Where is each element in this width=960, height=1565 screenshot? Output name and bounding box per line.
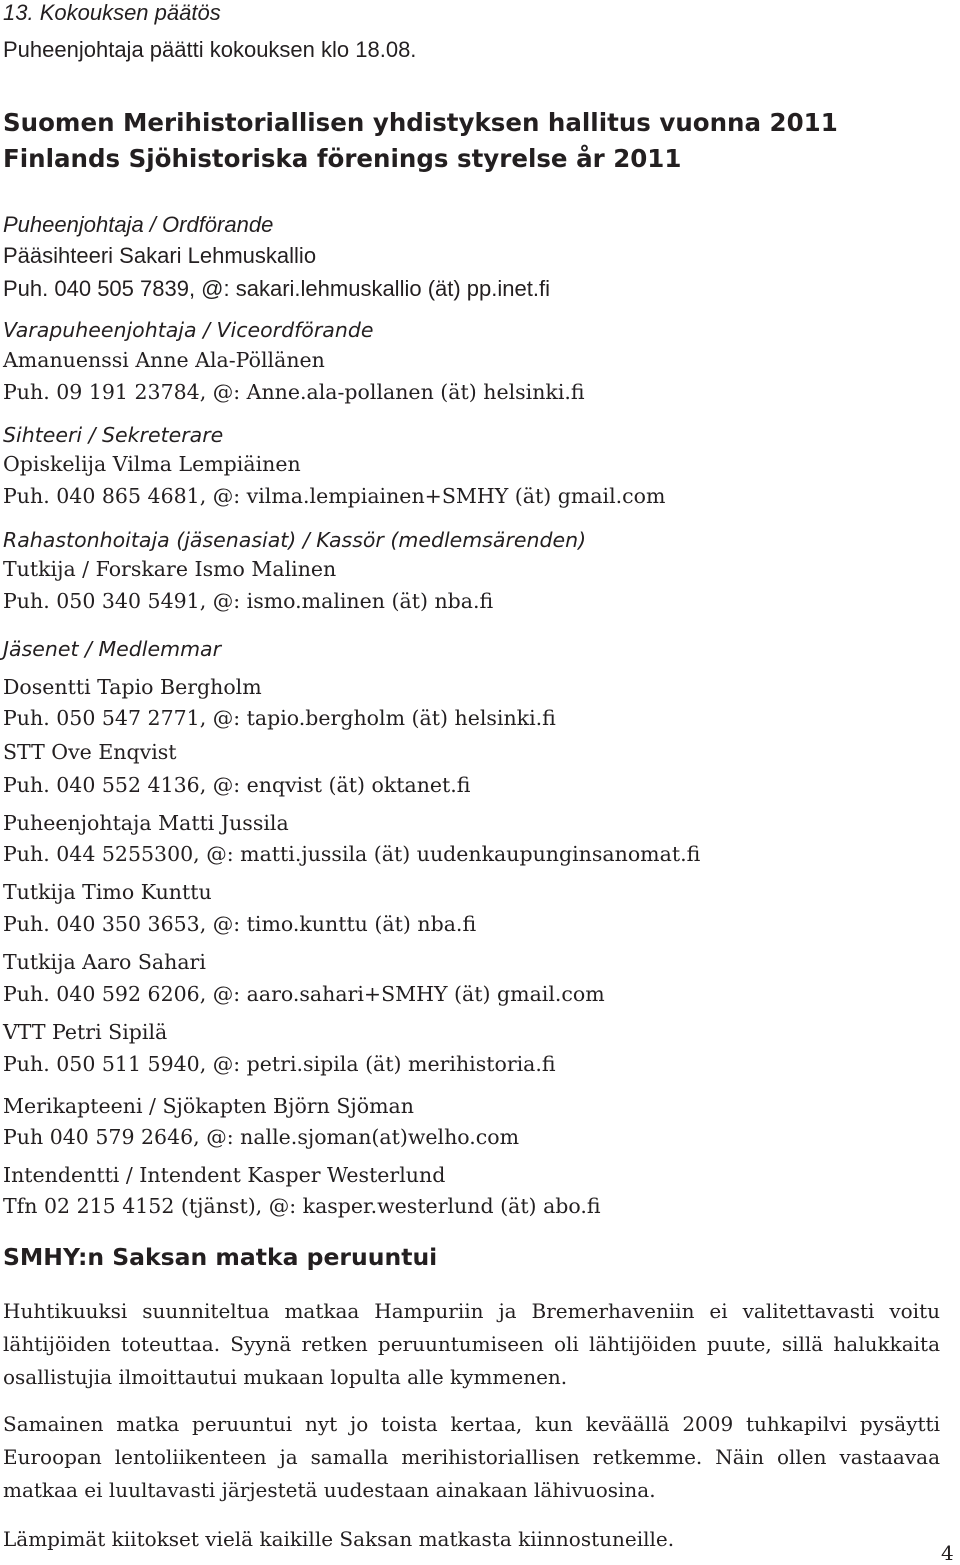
treasurer-contact: Puh. 050 340 5491, @: ismo.malinen (ät) nba.fi [3, 589, 494, 613]
vice-chair-name: Amanuenssi Anne Ala-Pöllänen [3, 348, 325, 372]
article-title: SMHY:n Saksan matka peruuntui [3, 1243, 438, 1271]
member-name: VTT Petri Sipilä [3, 1020, 168, 1044]
article-paragraph: Samainen matka peruuntui nyt jo toista kertaa, kun keväällä 2009 tuhkapilvi pysäytti Euroopan lentoliikenteen ja samalla merihistoriallisen retkemme. Näin ollen vastaavaa matkaa ei luultavasti järjestetä uudestaan ainakaan lähivuosina. [3, 1412, 940, 1502]
secretary-role: Sihteeri / Sekreterare [3, 423, 224, 447]
treasurer-name: Tutkija / Forskare Ismo Malinen [3, 557, 337, 581]
member-name: Dosentti Tapio Bergholm [3, 675, 262, 699]
member-contact: Puh. 044 5255300, @: matti.jussila (ät) uudenkaupunginsanomat.fi [3, 842, 701, 866]
chair-name: Pääsihteeri Sakari Lehmuskallio [3, 243, 317, 268]
member-contact: Puh. 040 350 3653, @: timo.kunttu (ät) nba.fi [3, 912, 477, 936]
member-name: Puheenjohtaja Matti Jussila [3, 811, 289, 835]
members-role: Jäsenet / Medlemmar [3, 637, 222, 661]
secretary-name: Opiskelija Vilma Lempiäinen [3, 452, 301, 476]
section-13-text: Puheenjohtaja päätti kokouksen klo 18.08. [3, 37, 417, 62]
member-contact: Puh. 050 547 2771, @: tapio.bergholm (ät) helsinki.fi [3, 706, 556, 730]
member-name: Merikapteeni / Sjökapten Björn Sjöman [3, 1094, 414, 1118]
board-heading-sv: Finlands Sjöhistoriska förenings styrelse år 2011 [3, 144, 682, 173]
member-contact: Puh. 040 552 4136, @: enqvist (ät) oktanet.fi [3, 773, 471, 797]
section-13-title: 13. Kokouksen päätös [3, 0, 221, 25]
treasurer-role: Rahastonhoitaja (jäsenasiat) / Kassör (medlemsärenden) [3, 528, 587, 552]
member-name: STT Ove Enqvist [3, 740, 177, 764]
member-contact: Tfn 02 215 4152 (tjänst), @: kasper.westerlund (ät) abo.fi [3, 1194, 601, 1218]
member-contact: Puh. 040 592 6206, @: aaro.sahari+SMHY (ät) gmail.com [3, 982, 605, 1006]
member-name: Tutkija Timo Kunttu [3, 880, 212, 904]
article-paragraph: Huhtikuuksi suunniteltua matkaa Hampuriin ja Bremerhaveniin ei valitettavasti voitu lähtijöiden toteuttaa. Syynä retken peruuntumiseen oli lähtijöiden puute, sillä halukkaita osallistujia ilmoittautui mukaan lopulta alle kymmenen. [3, 1299, 940, 1389]
member-contact: Puh. 050 511 5940, @: petri.sipila (ät) merihistoria.fi [3, 1052, 556, 1076]
secretary-contact: Puh. 040 865 4681, @: vilma.lempiainen+SMHY (ät) gmail.com [3, 484, 666, 508]
vice-chair-contact: Puh. 09 191 23784, @: Anne.ala-pollanen (ät) helsinki.fi [3, 380, 585, 404]
chair-role: Puheenjohtaja / Ordförande [3, 212, 274, 237]
board-heading-fi: Suomen Merihistoriallisen yhdistyksen hallitus vuonna 2011 [3, 108, 838, 137]
member-name: Intendentti / Intendent Kasper Westerlund [3, 1163, 446, 1187]
member-contact: Puh 040 579 2646, @: nalle.sjoman(at)welho.com [3, 1125, 520, 1149]
page-number: 4 [941, 1541, 954, 1565]
member-name: Tutkija Aaro Sahari [3, 950, 206, 974]
vice-chair-role: Varapuheenjohtaja / Viceordförande [3, 318, 374, 342]
article-closing: Lämpimät kiitokset vielä kaikille Saksan matkasta kiinnostuneille. [3, 1527, 675, 1551]
chair-contact: Puh. 040 505 7839, @: sakari.lehmuskallio (ät) pp.inet.fi [3, 276, 550, 301]
